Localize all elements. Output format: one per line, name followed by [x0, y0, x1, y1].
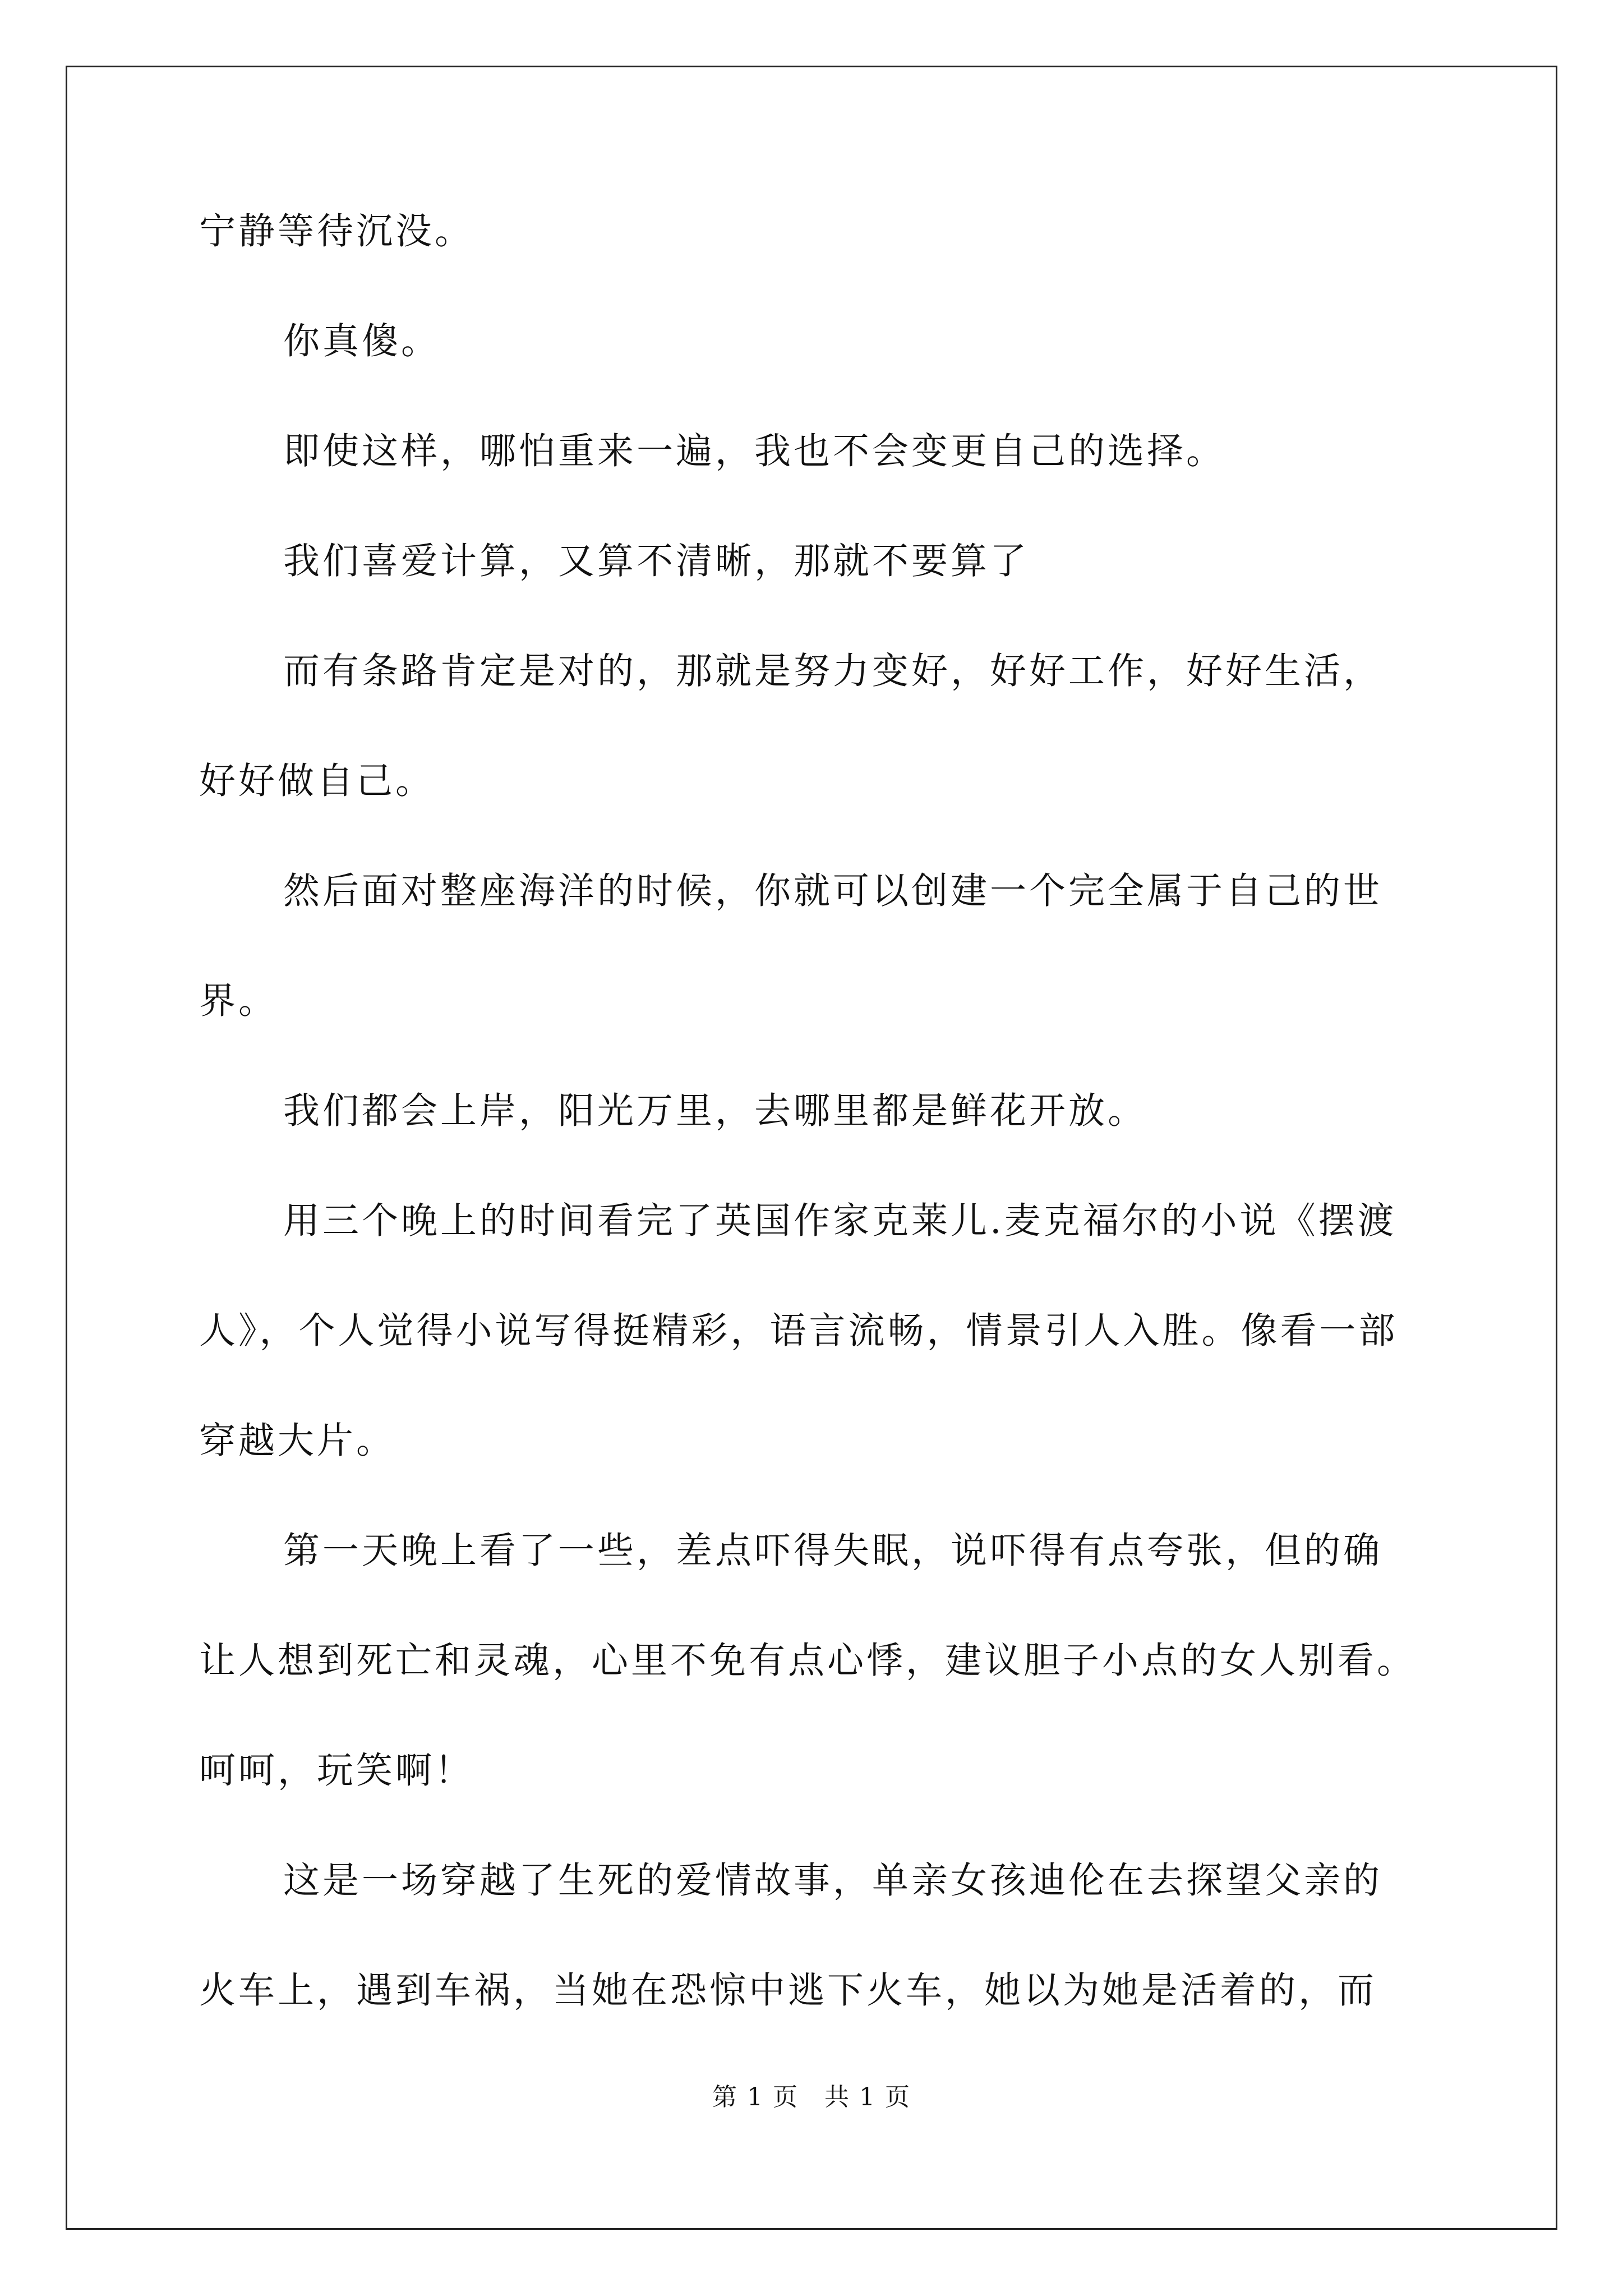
text-line: 让人想到死亡和灵魂，心里不免有点心悸，建议胆子小点的女人别看。: [199, 1640, 1417, 1682]
text-line: 即使这样，哪怕重来一遍，我也不会变更自己的选择。: [283, 430, 1226, 472]
page-border: [66, 66, 1557, 2230]
text-line: 好好做自己。: [199, 760, 435, 802]
text-line: 你真傻。: [283, 320, 441, 362]
text-line: 界。: [199, 980, 278, 1022]
text-line: 人》，个人觉得小说写得挺精彩，语言流畅，情景引人入胜。像看一部: [199, 1310, 1398, 1352]
text-line: 火车上，遇到车祸，当她在恐惊中逃下火车，她以为她是活着的，而: [199, 1970, 1377, 2012]
text-line: 宁静等待沉没。: [199, 210, 474, 252]
text-line: 呵呵，玩笑啊！: [199, 1750, 474, 1792]
text-line: 而有条路肯定是对的，那就是努力变好，好好工作，好好生活，: [283, 650, 1383, 692]
text-line: 我们喜爱计算，又算不清晰，那就不要算了: [283, 540, 1030, 582]
text-line: 然后面对整座海洋的时候，你就可以创建一个完全属于自己的世: [283, 870, 1383, 912]
text-line: 这是一场穿越了生死的爱情故事，单亲女孩迪伦在去探望父亲的: [283, 1860, 1383, 1902]
text-line: 我们都会上岸，阳光万里，去哪里都是鲜花开放。: [283, 1090, 1147, 1132]
text-line: 穿越大片。: [199, 1420, 396, 1462]
page-number-footer: 第 1 页 共 1 页: [712, 2083, 911, 2111]
text-line: 用三个晚上的时间看完了英国作家克莱儿.麦克福尔的小说《摆渡: [283, 1200, 1397, 1242]
text-line: 第一天晚上看了一些，差点吓得失眠，说吓得有点夸张，但的确: [283, 1530, 1383, 1572]
